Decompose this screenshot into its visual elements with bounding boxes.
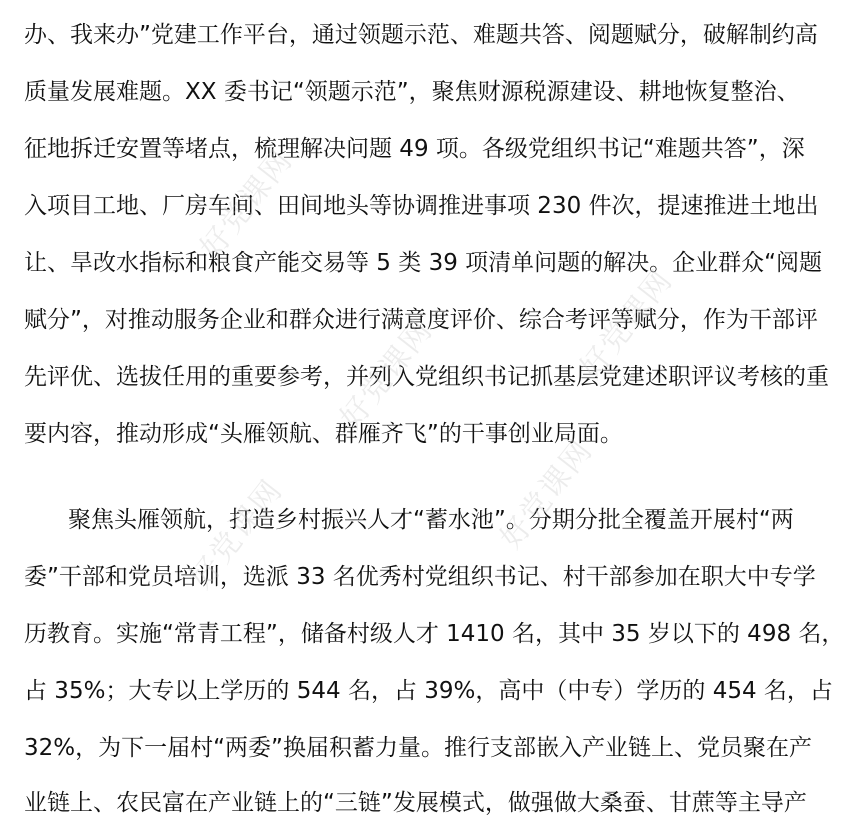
paragraph-line: 办、我来办”党建工作平台，通过领题示范、难题共答、阅题赋分，破解制约高: [24, 22, 818, 48]
paragraph-line: 聚焦头雁领航，打造乡村振兴人才“蓄水池”。分期分批全覆盖开展村“两: [68, 507, 794, 533]
watermark: 好党课网: [493, 432, 600, 556]
paragraph-line: 要内容，推动形成“头雁领航、群雁齐飞”的干事创业局面。: [24, 421, 623, 447]
paragraph-line: 历教育。实施“常青工程”，储备村级人才 1410 名，其中 35 岁以下的 498 名，: [24, 621, 844, 647]
watermark: 好党课网: [193, 142, 300, 266]
paragraph-line: 让、旱改水指标和粮食产能交易等 5 类 39 项清单问题的解决。企业群众“阅题: [24, 250, 823, 276]
watermark: 好党课网: [333, 312, 440, 436]
paragraph-line: 业链上、农民富在产业链上的“三链”发展模式，做强做大桑蚕、甘蔗等主导产: [24, 790, 807, 816]
paragraph-line: 委”干部和党员培训，选派 33 名优秀村党组织书记、村干部参加在职大中专学: [24, 564, 816, 590]
watermark: 好党课网: [183, 472, 290, 596]
paragraph-line: 征地拆迁安置等堵点，梳理解决问题 49 项。各级党组织书记“难题共答”，深: [24, 136, 805, 162]
watermark: 好党课网: [573, 262, 680, 386]
paragraph-line: 赋分”，对推动服务企业和群众进行满意度评价、综合考评等赋分，作为干部评: [24, 307, 818, 333]
paragraph-line: 入项目工地、厂房车间、田间地头等协调推进事项 230 件次，提速推进土地出: [24, 193, 819, 219]
paragraph-line: 32%，为下一届村“两委”换届积蓄力量。推行支部嵌入产业链上、党员聚在产: [24, 735, 812, 761]
paragraph-line: 占 35%；大专以上学历的 544 名，占 39%，高中（中专）学历的 454 名，占: [24, 678, 833, 704]
paragraph-line: 先评优、选拔任用的重要参考，并列入党组织书记抓基层党建述职评议考核的重: [24, 364, 829, 390]
paragraph-line: 质量发展难题。XX 委书记“领题示范”，聚焦财源税源建设、耕地恢复整治、: [24, 79, 800, 105]
